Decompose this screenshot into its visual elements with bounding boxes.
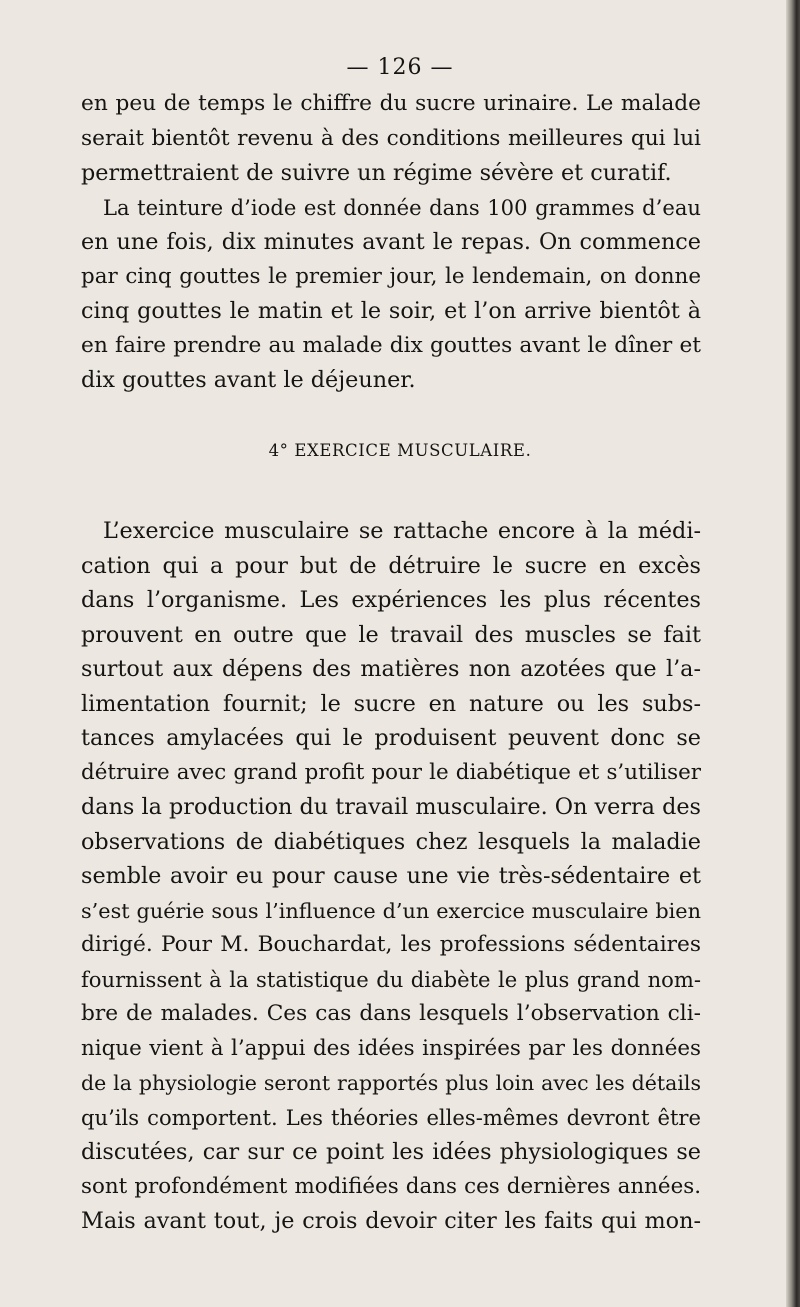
text-line: s’est guérie sous l’influence d’un exercice musculaire bien xyxy=(81,898,701,923)
text-line: dix gouttes avant le déjeuner. xyxy=(81,367,416,393)
text-line: dirigé. Pour M. Bouchardat, les professions sédentaires xyxy=(81,932,701,957)
text-line: cation qui a pour but de détruire le sucre en excès xyxy=(81,552,701,579)
text-line: qu’ils comportent. Les théories elles-mêmes devront être xyxy=(81,1104,701,1130)
text-line: tances amylacées qui le produisent peuvent donc se xyxy=(81,725,701,751)
text-line: bre de malades. Ces cas dans lesquels l’observation cli- xyxy=(81,1001,701,1026)
text-line: limentation fournit; le sucre en nature ou les subs- xyxy=(81,690,701,717)
text-line: surtout aux dépens des matières non azotées que l’a- xyxy=(81,656,701,682)
section-heading: 4° EXERCICE MUSCULAIRE. xyxy=(268,441,532,460)
text-line: par cinq gouttes le premier jour, le lendemain, on donne xyxy=(81,263,701,289)
text-line: nique vient à l’appui des idées inspirées par les données xyxy=(81,1035,701,1061)
text-line: observations de diabétiques chez lesquels la maladie xyxy=(81,828,701,855)
paragraph-iodine-treatment xyxy=(81,87,701,398)
text-line: cinq gouttes le matin et le soir, et l’on arrive bientôt à xyxy=(81,298,701,324)
text-line: Mais avant tout, je crois devoir citer les faits qui mon- xyxy=(81,1208,701,1234)
text-line: sont profondément modifiées dans ces dernières années. xyxy=(81,1173,701,1199)
paragraph-muscular-exercise xyxy=(81,514,701,1239)
text-line: L’exercice musculaire se rattache encore à la médi- xyxy=(103,518,701,544)
text-line: dans l’organisme. Les expériences les plus récentes xyxy=(81,587,701,613)
text-line: serait bientôt revenu à des conditions meilleures qui lui xyxy=(81,125,701,151)
text-line: détruire avec grand profit pour le diabétique et s’utiliser xyxy=(81,759,701,785)
text-line: fournissent à la statistique du diabète le plus grand nom- xyxy=(81,966,701,992)
text-line: prouvent en outre que le travail des muscles se fait xyxy=(81,621,701,648)
text-line: de la physiologie seront rapportés plus loin avec les détails xyxy=(81,1071,701,1095)
text-line: en une fois, dix minutes avant le repas. On commence xyxy=(81,229,701,255)
text-line: semble avoir eu pour cause une vie très-sédentaire et xyxy=(81,863,701,889)
text-line: en faire prendre au malade dix gouttes avant le dîner et xyxy=(81,332,701,358)
page-edge-shadow xyxy=(786,0,800,1307)
text-line: discutées, car sur ce point les idées physiologiques se xyxy=(81,1139,701,1165)
page-number: — 126 — xyxy=(346,55,454,80)
text-line: en peu de temps le chiffre du sucre urinaire. Le malade xyxy=(81,91,701,116)
text-line: dans la production du travail musculaire. On verra des xyxy=(81,794,701,820)
text-line: La teinture d’iode est donnée dans 100 grammes d’eau xyxy=(103,194,701,220)
text-line: permettraient de suivre un régime sévère et curatif. xyxy=(81,160,672,186)
